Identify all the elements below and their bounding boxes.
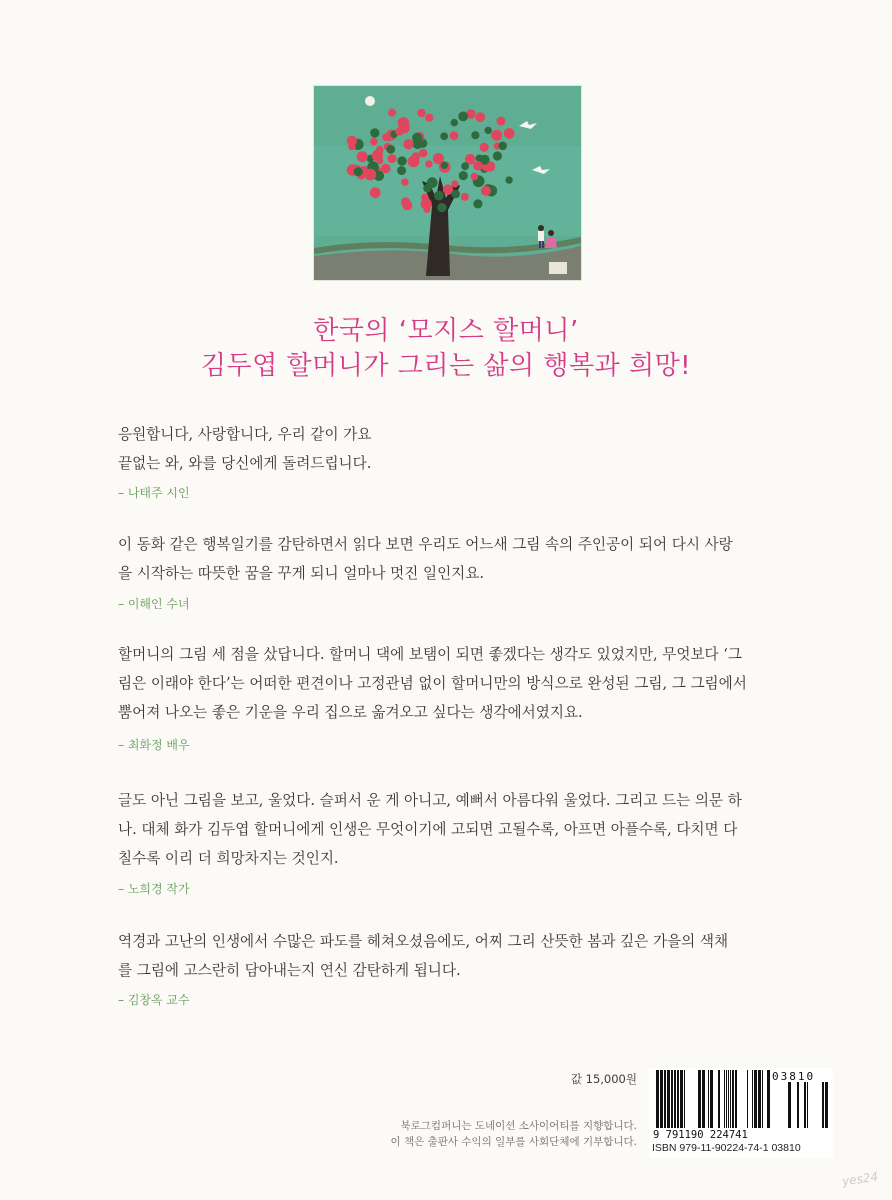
barcode-bar — [660, 1070, 663, 1128]
blossom-dot — [401, 197, 410, 206]
blurb-1-line: 응원합니다, 사랑합니다, 우리 같이 가요 — [118, 426, 372, 443]
blurb-3-line: 림은 이래야 한다’는 어떠한 편견이나 고정관념 없이 할머니만의 방식으로 완성된 그림, 그 그림에서 — [118, 675, 747, 692]
blossom-dot — [473, 161, 482, 170]
barcode-bar — [674, 1070, 676, 1128]
blossom-dot — [496, 117, 505, 126]
blossom-dot — [395, 127, 403, 135]
blurb-3-author: – 최화정 배우 — [118, 738, 190, 752]
blossom-dot — [471, 173, 479, 181]
tree-painting-illustration — [314, 86, 581, 280]
blossom-dot — [433, 153, 444, 164]
charity-notice: 이 책은 출판사 수익의 일부를 사회단체에 기부합니다. — [390, 1136, 637, 1148]
blurb-1-line: 끝없는 와, 와를 당신에게 돌려드립니다. — [118, 455, 372, 472]
blossom-dot — [480, 143, 489, 152]
blossom-dot — [386, 145, 395, 154]
blossom-dot — [485, 127, 492, 134]
blossom-dot — [451, 190, 460, 199]
blossom-dot — [381, 164, 391, 174]
barcode-bar — [752, 1070, 753, 1128]
barcode-bar — [754, 1070, 757, 1128]
blurb-4 — [118, 786, 782, 873]
blossom-dot — [372, 150, 383, 161]
blossom-dot — [397, 156, 406, 165]
blossom-dot — [397, 166, 406, 175]
cover-painting — [313, 85, 582, 281]
blossom-dot — [408, 156, 420, 168]
barcode-bar — [667, 1070, 670, 1128]
barcode-bar — [656, 1070, 659, 1128]
barcode-bar — [730, 1070, 731, 1128]
blossom-dot — [493, 151, 502, 160]
barcode-bar — [702, 1070, 705, 1128]
blossom-dot — [388, 109, 396, 117]
watermark-logo: yes24 — [841, 1169, 879, 1189]
blossom-dot — [434, 191, 444, 201]
blossom-dot — [370, 138, 378, 146]
blossom-dot — [364, 169, 376, 181]
barcode-bar — [677, 1070, 679, 1128]
barcode-bar — [708, 1070, 709, 1128]
barcode-bar — [747, 1070, 748, 1128]
blossom-dot — [451, 119, 458, 126]
price-label: 값 15,000원 — [570, 1072, 637, 1086]
blurb-4-author: – 노희경 작가 — [118, 882, 190, 896]
blossom-dot — [475, 112, 485, 122]
barcode-bar — [698, 1070, 701, 1128]
blossom-dot — [425, 160, 432, 167]
blossom-dot — [471, 131, 479, 139]
barcode-bar — [797, 1082, 799, 1128]
blossom-dot — [354, 167, 363, 176]
blurb-2-line: 이 동화 같은 행복일기를 감탄하면서 읽다 보면 우리도 어느새 그림 속의 주인공이 되어 다시 사랑 — [118, 536, 733, 553]
blossom-dot — [423, 184, 432, 193]
blossom-dot — [417, 109, 425, 117]
barcode-bar — [710, 1070, 713, 1128]
blossom-dot — [348, 143, 355, 150]
blurb-3-line: 할머니의 그림 세 점을 샀답니다. 할머니 댁에 보탬이 되면 좋겠다는 생각도 있었지만, 무엇보다 ‘그 — [118, 646, 743, 663]
barcode-bar — [762, 1070, 763, 1128]
blurb-5-author: – 김창옥 교수 — [118, 993, 190, 1007]
barcode-bar — [758, 1070, 761, 1128]
blurb-4-line: 글도 아닌 그림을 보고, 울었다. 슬퍼서 운 게 아니고, 예뻐서 아름다워 울었다. 그리고 드는 의문 하 — [118, 792, 742, 809]
blurb-3-line: 뿜어져 나오는 좋은 기운을 우리 집으로 옮겨오고 싶다는 생각에서였지요. — [118, 704, 583, 721]
barcode-bar — [804, 1082, 806, 1128]
blossom-dot — [461, 162, 469, 170]
ean-digits: 9 791190 224741 — [653, 1129, 748, 1141]
barcode-bar — [728, 1070, 729, 1128]
headline-line-2: 김두엽 할머니가 그리는 삶의 행복과 희망! — [200, 351, 692, 381]
blurb-2-line: 을 시작하는 따뜻한 꿈을 꾸게 되니 얼마나 멋진 일인지요. — [118, 565, 484, 582]
blossom-dot — [357, 151, 368, 162]
barcode-bar — [684, 1070, 685, 1128]
blossom-dot — [505, 176, 512, 183]
barcode-bar — [726, 1070, 727, 1128]
blossom-dot — [382, 134, 389, 141]
barcode-bar — [718, 1070, 720, 1128]
barcode-addon-code: 03810 — [772, 1070, 816, 1083]
blurb-4-line: 나. 대체 화가 김두엽 할머니에게 인생은 무엇이기에 고되면 고될수록, 아프면 아플수록, 다치면 다 — [118, 821, 738, 838]
blossom-dot — [421, 194, 429, 202]
blossom-dot — [388, 154, 397, 163]
barcode-bar — [724, 1070, 725, 1128]
barcode-bar — [671, 1070, 673, 1128]
blurb-1 — [118, 420, 782, 478]
barcode-bar — [680, 1070, 683, 1128]
blossom-dot — [498, 142, 507, 151]
blurb-5 — [118, 927, 782, 985]
blossom-dot — [425, 114, 433, 122]
blossom-dot — [419, 149, 428, 158]
blossom-dot — [461, 193, 469, 201]
blossom-dot — [476, 155, 484, 163]
barcode-bar — [767, 1070, 770, 1128]
barcode-bar — [807, 1082, 808, 1128]
blossom-dot — [458, 112, 468, 122]
blurb-4-line: 칠수록 이리 더 희망차지는 것인지. — [118, 850, 339, 867]
blurb-1-author: – 나태주 시인 — [118, 486, 190, 500]
blossom-dot — [424, 206, 431, 213]
isbn-number: ISBN 979-11-90224-74-1 03810 — [652, 1142, 801, 1154]
blossom-dot — [403, 139, 413, 149]
blurb-2-author: – 이해인 수녀 — [118, 597, 190, 611]
barcode-bar — [735, 1070, 737, 1128]
blossom-dot — [491, 130, 502, 141]
blurb-5-line: 역경과 고난의 인생에서 수많은 파도를 헤쳐오셨음에도, 어찌 그리 산뜻한 봄과 깊은 가을의 색채 — [118, 933, 729, 950]
blossom-dot — [451, 180, 458, 187]
blossom-dot — [481, 186, 491, 196]
barcode-bar — [664, 1070, 666, 1128]
barcode-bar — [822, 1082, 824, 1128]
blossom-dot — [504, 128, 515, 139]
blossom-dot — [370, 187, 381, 198]
blurb-5-line: 를 그림에 고스란히 담아내는지 연신 감탄하게 됩니다. — [118, 962, 461, 979]
barcode-bar — [732, 1070, 734, 1128]
blurb-3 — [118, 640, 782, 727]
blossom-dot — [401, 178, 408, 185]
headline-line-1: 한국의 ‘모지스 할머니’ — [313, 316, 579, 346]
blossom-dot — [459, 171, 468, 180]
donation-notice: 북로그컴퍼니는 도네이션 소사이어티를 지향합니다. — [400, 1120, 637, 1132]
barcode-bar — [788, 1082, 791, 1128]
blossom-dot — [450, 131, 459, 140]
blurb-2 — [118, 530, 782, 588]
blossom-dot — [440, 132, 448, 140]
blossom-dot — [437, 203, 446, 212]
barcode-bar — [825, 1082, 828, 1128]
blossom-dot — [370, 128, 379, 137]
blossom-dot — [473, 199, 482, 208]
